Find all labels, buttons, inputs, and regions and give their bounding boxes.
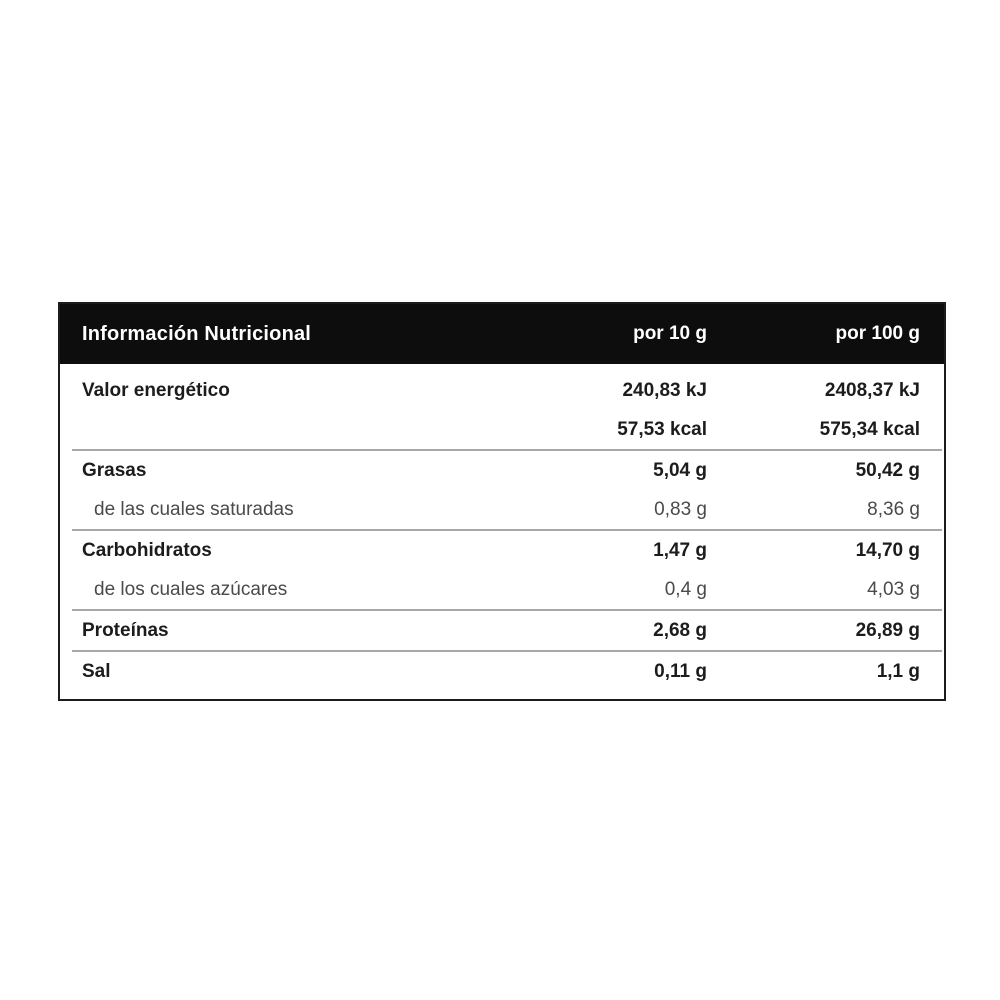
value-per-10g: 57,53 kcal — [617, 418, 707, 440]
value-per-100g: 14,70 g — [855, 539, 920, 561]
table-row-saturated-fats — [60, 490, 944, 529]
value-per-10g: 0,11 g — [654, 660, 707, 682]
table-header — [60, 304, 944, 364]
column-header-per-10g: por 10 g — [633, 323, 707, 344]
value-per-100g: 1,1 g — [876, 660, 920, 682]
table-row-energy-kj — [60, 371, 944, 410]
value-per-10g: 5,04 g — [653, 459, 707, 481]
row-label: de las cuales saturadas — [94, 498, 294, 520]
value-per-100g: 575,34 kcal — [819, 418, 920, 440]
row-label: Carbohidratos — [82, 539, 212, 561]
value-per-10g: 0,4 g — [664, 578, 707, 600]
row-label: de los cuales azúcares — [94, 578, 288, 600]
column-header-per-100g: por 100 g — [835, 323, 920, 344]
row-label: Sal — [82, 660, 111, 682]
value-per-10g: 2,68 g — [653, 619, 707, 641]
row-label: Proteínas — [82, 619, 169, 641]
row-label: Valor energético — [82, 379, 230, 401]
table-row-salt — [60, 652, 944, 691]
table-title: Información Nutricional — [82, 322, 312, 345]
value-per-10g: 0,83 g — [654, 498, 707, 520]
value-per-100g: 4,03 g — [867, 578, 920, 600]
table-row-fats — [60, 451, 944, 490]
value-per-100g: 2408,37 kJ — [824, 379, 920, 401]
nutrition-table — [58, 302, 946, 701]
table-row-carbohydrates — [60, 531, 944, 570]
table-row-energy-kcal — [60, 410, 944, 449]
value-per-10g: 1,47 g — [653, 539, 707, 561]
value-per-100g: 50,42 g — [855, 459, 920, 481]
table-row-sugars — [60, 570, 944, 609]
value-per-10g: 240,83 kJ — [622, 379, 707, 401]
row-label: Grasas — [82, 459, 147, 481]
value-per-100g: 8,36 g — [867, 498, 920, 520]
table-row-proteins — [60, 611, 944, 650]
table-body — [60, 364, 944, 699]
value-per-100g: 26,89 g — [855, 619, 920, 641]
